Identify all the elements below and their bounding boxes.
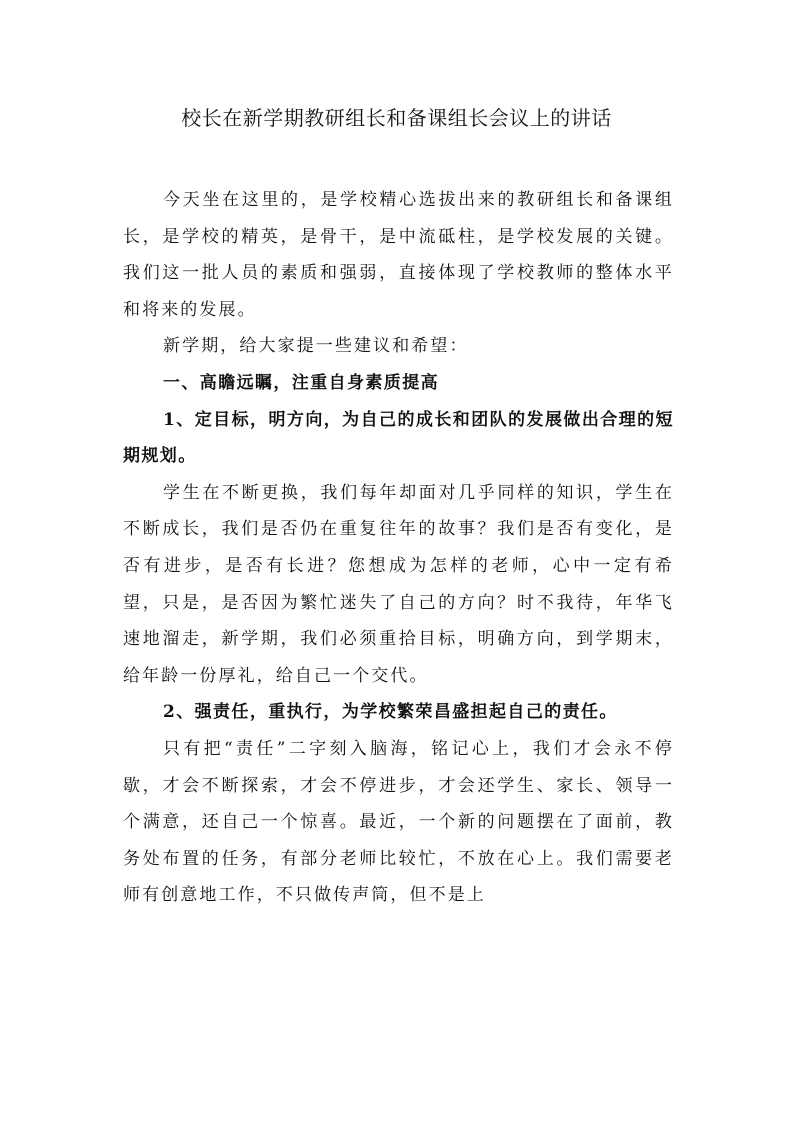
document-title: 校长在新学期教研组长和备课组长会议上的讲话 <box>181 106 612 130</box>
heading-point-1: 1、定目标，明方向，为自己的成长和团队的发展做出合理的短期规划。 <box>123 409 674 467</box>
paragraph-point-1-body: 学生在不断更换，我们每年却面对几乎同样的知识，学生在不断成长，我们是否仍在重复往年的故事？我们是否有变化，是否有进步，是否有长进？您想成为怎样的老师，心中一定有希望，只是，是否因为繁忙迷失了自己的方向？时不我待，年华飞速地溜走，新学期，我们必须重拾目标，明确方向，到学期末，给年龄一份厚礼，给自己一个交代。 <box>123 482 674 686</box>
heading-section-1: 一、高瞻远瞩，注重自身素质提高 <box>163 372 439 393</box>
paragraph-point-2-body: 只有把“责任”二字刻入脑海，铭记心上，我们才会永不停歇，才会不断探索，才会不停进步，才会还学生、家长、领导一个满意，还自己一个惊喜。最近，一个新的问题摆在了面前，教务处布置的任务，有部分老师比较忙，不放在心上。我们需要老师有创意地工作，不只做传声筒，但不是上 <box>123 738 674 906</box>
heading-point-2: 2、强责任，重执行，为学校繁荣昌盛担起自己的责任。 <box>163 702 618 723</box>
paragraph-suggestions-lead: 新学期，给大家提一些建议和希望： <box>163 336 469 357</box>
paragraph-intro: 今天坐在这里的，是学校精心选拔出来的教研组长和备课组长，是学校的精英，是骨干，是中流砥柱，是学校发展的关键。我们这一批人员的素质和强弱，直接体现了学校教师的整体水平和将来的发展。 <box>123 190 674 320</box>
document-body <box>123 182 674 914</box>
